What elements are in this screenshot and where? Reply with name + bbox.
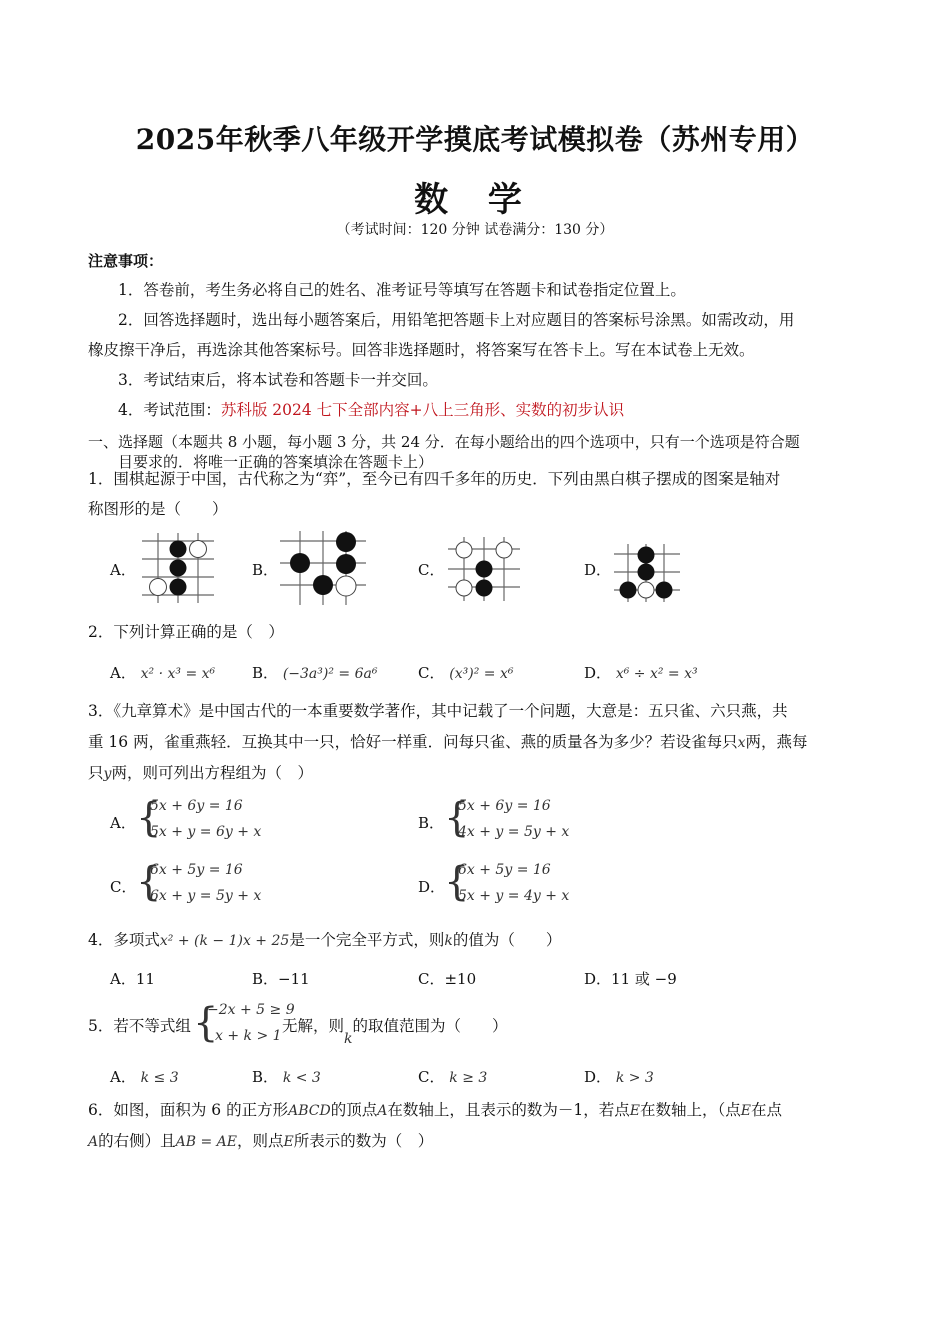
q3-c-eq2: 6x + y = 5y + x (150, 888, 262, 904)
q4-value-c: ±10 (444, 970, 477, 988)
q4-option-c (418, 968, 476, 989)
q2-label-d: D． (584, 664, 612, 682)
q3-label-b: B． (418, 814, 445, 832)
q3-b-eq2: 4x + y = 5y + x (458, 824, 570, 840)
q6-stem-line-2 (88, 1126, 433, 1157)
q2-option-c (418, 662, 513, 683)
q3-system-b (458, 793, 569, 845)
q2-math-a: x² · x³ = x⁶ (140, 666, 216, 682)
q3-brace-b: { (444, 795, 470, 841)
notice-item-2-cont: 橡皮擦干净后，再选涂其他答案标号。回答非选择题时，将答案写在答卡上。写在本试卷上无效。 (88, 341, 755, 359)
notice-heading: 注意事项： (88, 252, 164, 270)
q2-label-b: B． (252, 664, 279, 682)
q3-brace-a: { (136, 795, 162, 841)
q3-var-y: y (103, 766, 112, 782)
q6-var-a: A (377, 1103, 388, 1119)
q3-system-d (458, 857, 569, 909)
q6-l1-e: 在点 (750, 1101, 782, 1119)
q4-label-a: A． (110, 970, 136, 988)
q4-stem (88, 925, 561, 956)
q6-l1-a: 6．如图，面积为 6 的正方形 (88, 1101, 289, 1119)
q3-a-eq2: 5x + y = 6y + x (150, 824, 262, 840)
q2-stem: 2．下列计算正确的是（ ） (88, 623, 284, 641)
q2-math-d: x⁶ ÷ x² = x³ (615, 666, 698, 682)
q5-math-a: k ≤ 3 (140, 1070, 179, 1086)
q1-label-d: D． (584, 561, 612, 579)
q4-option-a (110, 968, 155, 989)
q6-var-e-3: E (283, 1134, 294, 1150)
q2-label-c: C． (418, 664, 445, 682)
q3-stem-line-3 (88, 758, 313, 789)
q3-line2-a: 重 16 两，雀重燕轻．互换其中一只，恰好一样重．问每只雀、燕的质量各为多少？若设雀每只 (88, 733, 738, 751)
q3-var-x: x (737, 735, 746, 751)
q5-eq2: x + k > 1 (215, 1028, 282, 1044)
q3-line2-b: 两，燕每 (745, 733, 808, 751)
q4-option-d (584, 968, 677, 989)
q5-math-d: k > 3 (615, 1070, 654, 1086)
q3-system-c (150, 857, 261, 909)
q4-stem-a: 4．多项式 (88, 931, 160, 949)
q4-value-a: 11 (135, 970, 155, 988)
q4-option-b (252, 968, 310, 989)
q5-math-b: k < 3 (282, 1070, 321, 1086)
q3-stem-line-2 (88, 727, 808, 758)
q3-line3-a: 只 (88, 764, 104, 782)
q5-label-b: B． (252, 1068, 279, 1086)
notice-item-4 (118, 395, 624, 425)
q6-eq-ab-ae: AB = AE (175, 1134, 237, 1150)
q3-system-a (150, 793, 261, 845)
q2-label-a: A． (110, 664, 136, 682)
q1-stem-line-2: 称图形的是（ ） (88, 500, 228, 518)
exam-title: 2025年秋季八年级开学摸底考试模拟卷（苏州专用） (135, 123, 815, 156)
subject-title: 数 学 (414, 180, 536, 220)
q5-math-c: k ≥ 3 (449, 1070, 488, 1086)
q5-stem-a: 5．若不等式组 (88, 1017, 191, 1035)
q1-label-b: B． (252, 561, 279, 579)
q3-c-eq1: 6x + 5y = 16 (150, 862, 243, 878)
scope-text: 苏科版 2024 七下全部内容+八上三角形、实数的初步认识 (220, 401, 625, 419)
q5-option-d (584, 1066, 654, 1087)
q4-var-k: k (444, 933, 453, 949)
q6-var-e-2: E (740, 1103, 751, 1119)
section-1-line-1: 一、选择题（本题共 8 小题，每小题 3 分，共 24 分．在每小题给出的四个选项中，只有一个选项是符合题 (88, 433, 800, 451)
notice-item-3: 3．考试结束后，将本试卷和答题卡一并交回。 (118, 371, 438, 389)
q6-l2-c: 所表示的数为（ ） (293, 1132, 434, 1150)
q1-figure-d (610, 542, 682, 606)
q5-label-a: A． (110, 1068, 136, 1086)
q3-stem-line-1: 3．《九章算术》是中国古代的一本重要数学著作，其中记载了一个问题，大意是：五只雀、六只燕，共 (88, 702, 788, 720)
q3-a-eq1: 5x + 6y = 16 (150, 798, 243, 814)
q2-option-d (584, 662, 698, 683)
q4-label-d: D． (584, 970, 612, 988)
q6-l1-b: 的顶点 (330, 1101, 378, 1119)
q3-brace-d: { (444, 859, 470, 905)
q5-eq1: −2x + 5 ≥ 9 (207, 1002, 295, 1018)
q5-option-a (110, 1066, 179, 1087)
q6-var-a-2: A (88, 1134, 99, 1150)
q3-label-a: A． (110, 814, 136, 832)
notice-item-1: 1．答卷前，考生务必将自己的姓名、准考证号等填写在答题卡和试卷指定位置上。 (118, 281, 686, 299)
q1-figure-c (446, 535, 522, 603)
q5-label-c: C． (418, 1068, 445, 1086)
q4-stem-b: 是一个完全平方式，则 (289, 931, 445, 949)
q3-label-c: C． (110, 878, 137, 896)
q6-var-abcd: ABCD (288, 1103, 331, 1119)
q1-label-a: A． (110, 561, 136, 579)
notice-item-2: 2．回答选择题时，选出每小题答案后，用铅笔把答题卡上对应题目的答案标号涂黑。如需改动，用 (118, 311, 795, 329)
q5-label-d: D． (584, 1068, 612, 1086)
q1-stem-line-1: 1．围棋起源于中国，古代称之为“弈”，至今已有四千多年的历史．下列由黑白棋子摆成的图案是轴对 (88, 470, 781, 488)
q1-figure-a (138, 531, 218, 605)
q4-expression: x² + (k − 1)x + 25 (159, 933, 290, 949)
q4-stem-c: 的值为（ ） (452, 931, 562, 949)
q6-l2-b: ，则点 (237, 1132, 284, 1150)
q3-brace-c: { (136, 859, 162, 905)
section-1-line-2: 目要求的．将唯一正确的答案填涂在答题卡上） (118, 453, 434, 471)
q3-line3-b: 两，则可列出方程组为（ ） (111, 764, 313, 782)
q5-var-k: k (344, 1031, 353, 1047)
q4-value-d: 11 或 −9 (611, 970, 677, 988)
q5-stem-rest (282, 1011, 508, 1047)
q3-b-eq1: 5x + 6y = 16 (458, 798, 551, 814)
q5-stem-c: 的取值范围为（ ） (352, 1017, 508, 1035)
q3-label-d: D． (418, 878, 446, 896)
q3-d-eq2: 5x + y = 4y + x (458, 888, 570, 904)
q2-math-c: (x³)² = x⁶ (449, 666, 514, 682)
q6-l1-d: 在数轴上，（点 (639, 1101, 741, 1119)
q5-stem-b: 无解，则 (282, 1017, 345, 1035)
q5-option-b (252, 1066, 321, 1087)
q6-l2-a: 的右侧）且 (98, 1132, 176, 1150)
q4-value-b: −11 (278, 970, 310, 988)
q4-label-b: B． (252, 970, 279, 988)
q5-option-c (418, 1066, 487, 1087)
q2-option-a (110, 662, 215, 683)
q4-label-c: C． (418, 970, 445, 988)
q1-figure-b (278, 529, 368, 607)
q2-math-b: (−3a³)² = 6a⁶ (282, 666, 378, 682)
q6-l1-c: 在数轴上，且表示的数为－1，若点 (387, 1101, 630, 1119)
scope-prefix: 4．考试范围： (118, 401, 221, 419)
time-info: （考试时间：120 分钟 试卷满分：130 分） (336, 222, 614, 238)
q6-var-e: E (629, 1103, 640, 1119)
q6-stem-line-1 (88, 1095, 782, 1126)
q3-d-eq1: 6x + 5y = 16 (458, 862, 551, 878)
q1-label-c: C． (418, 561, 445, 579)
q5-brace: { (193, 1000, 219, 1046)
q2-option-b (252, 662, 377, 683)
